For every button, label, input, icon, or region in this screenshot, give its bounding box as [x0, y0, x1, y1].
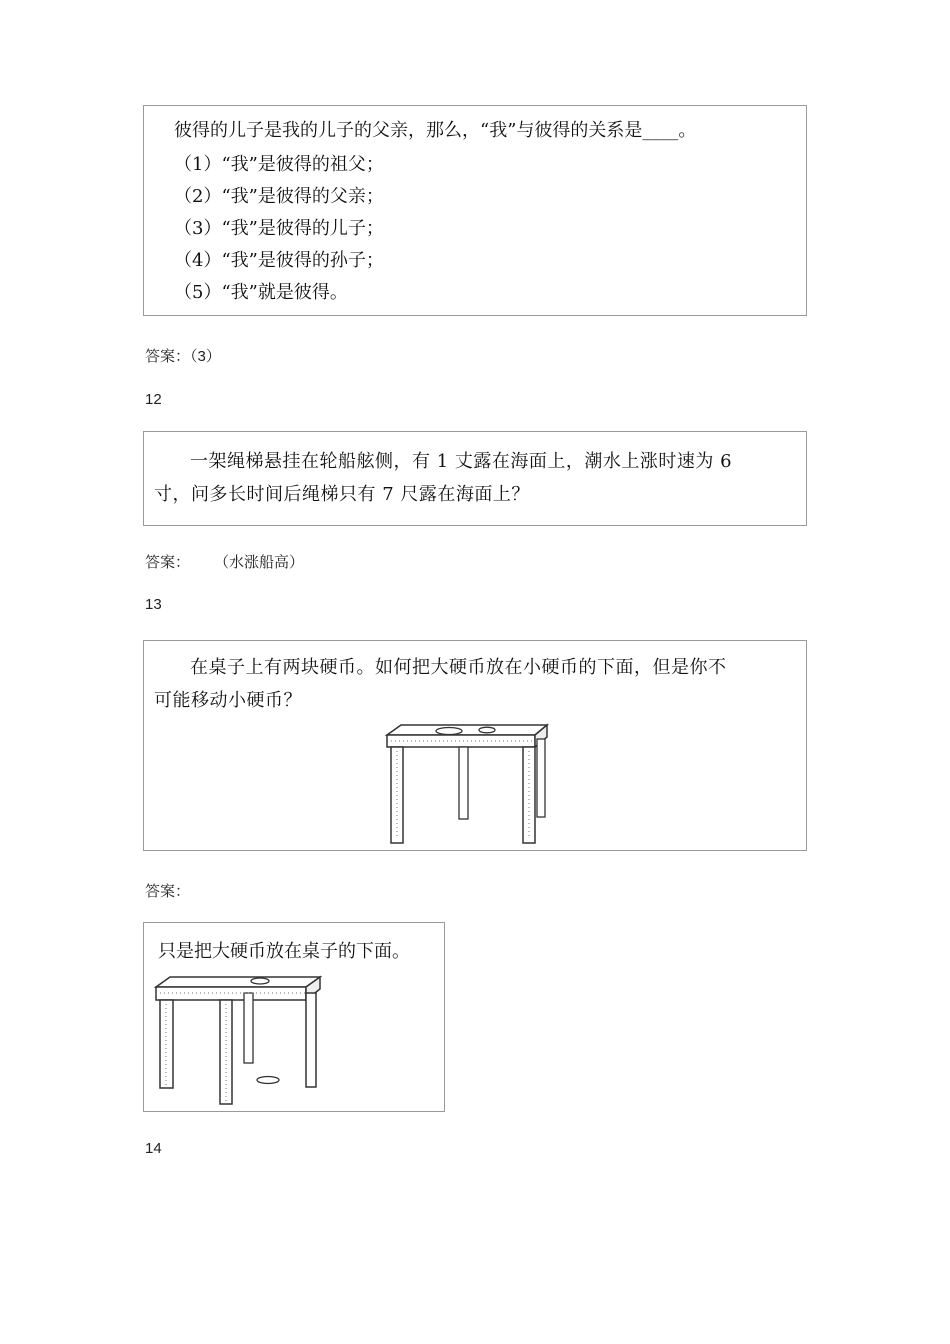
- answer-13-label: 答案：: [145, 883, 191, 900]
- option-2: （2）“我”是彼得的父亲；: [174, 186, 384, 207]
- answer-12-label: 答案：: [145, 554, 191, 571]
- answer-11: 答案：（3）: [145, 348, 221, 365]
- answer-13-box: [143, 922, 445, 1112]
- option-1: （1）“我”是彼得的祖父；: [174, 154, 384, 175]
- question-13-line-2: 可能移动小硬币？: [154, 690, 302, 711]
- question-11-text: 彼得的儿子是我的儿子的父亲，那么，“我”与彼得的关系是____。: [174, 120, 697, 141]
- question-number-12: 12: [145, 391, 162, 408]
- question-number-13: 13: [145, 596, 162, 613]
- question-13-line-1: 在桌子上有两块硬币。如何把大硬币放在小硬币的下面，但是你不: [190, 657, 727, 678]
- question-number-14: 14: [145, 1140, 162, 1157]
- question-11-box: [143, 105, 807, 316]
- answer-13-text: 只是把大硬币放在桌子的下面。: [158, 941, 410, 962]
- question-12-box: [143, 431, 807, 526]
- table-with-coin-below-illustration: [156, 975, 326, 1107]
- question-12-line-2: 寸，问多长时间后绳梯只有 7 尺露在海面上？: [154, 484, 530, 505]
- option-4: （4）“我”是彼得的孙子；: [174, 250, 384, 271]
- question-13-box: [143, 640, 807, 851]
- table-with-two-coins-illustration: [387, 725, 557, 850]
- option-3: （3）“我”是彼得的儿子；: [174, 218, 384, 239]
- question-12-line-1: 一架绳梯悬挂在轮船舷侧，有 1 丈露在海面上，潮水上涨时速为 6: [190, 451, 733, 472]
- answer-12-value: （水涨船高）: [214, 554, 305, 571]
- option-5: （5）“我”就是彼得。: [174, 282, 348, 303]
